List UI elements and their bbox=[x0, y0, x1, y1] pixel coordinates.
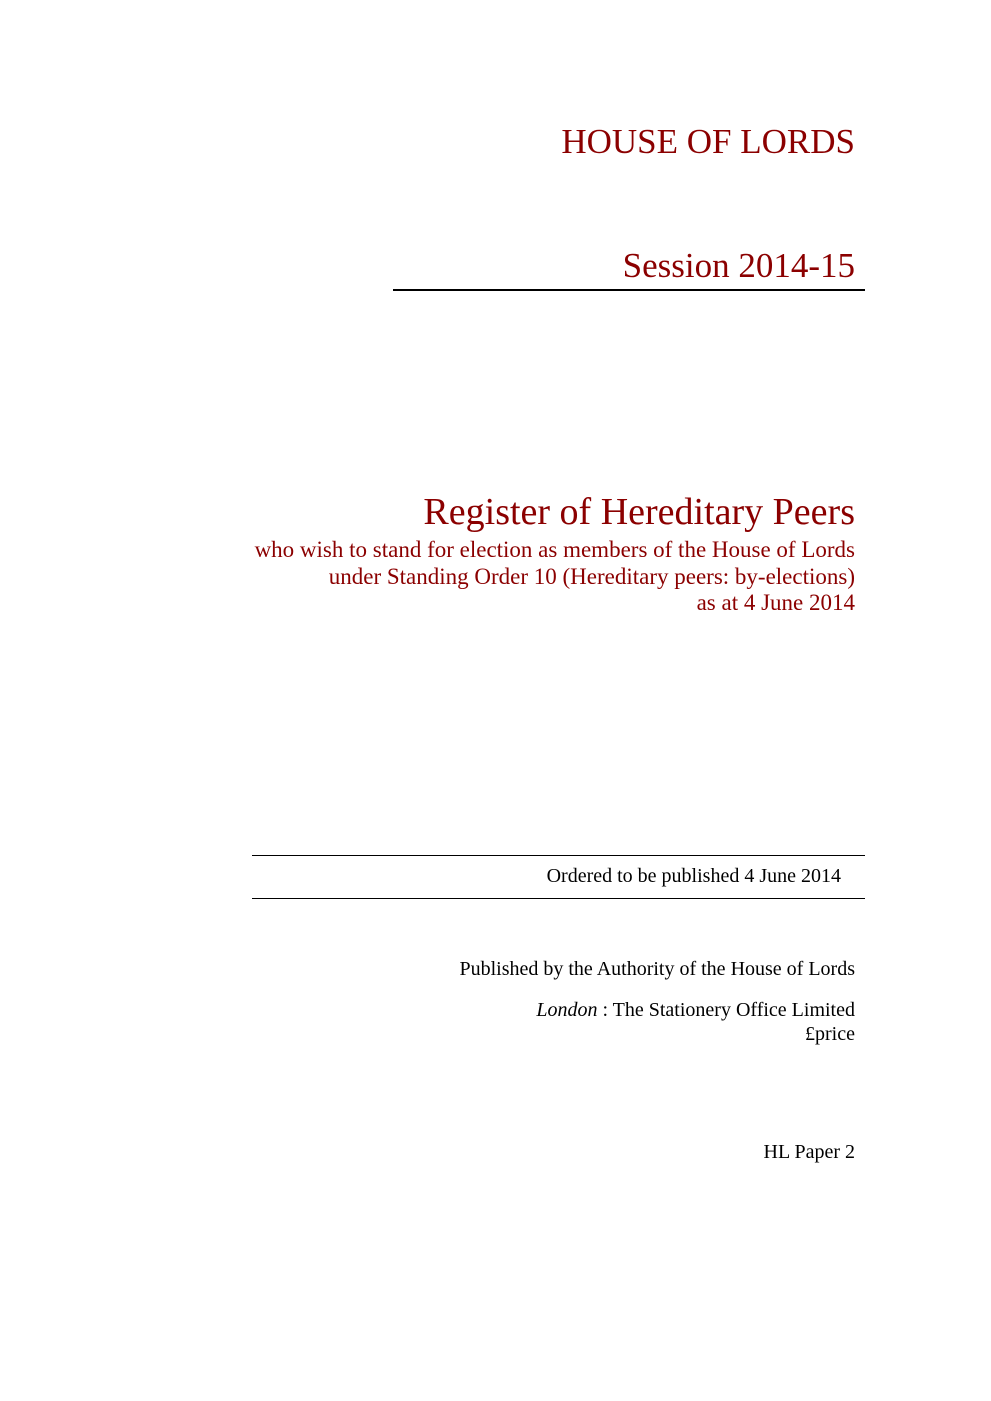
paper-number: HL Paper 2 bbox=[763, 1141, 855, 1163]
session-rule bbox=[393, 289, 865, 291]
publisher-office: The Stationery Office Limited bbox=[612, 999, 855, 1021]
publisher-line bbox=[536, 999, 855, 1022]
subtitle-line-3: as at 4 June 2014 bbox=[696, 590, 855, 615]
session-title: Session 2014-15 bbox=[622, 246, 855, 285]
register-title: Register of Hereditary Peers bbox=[423, 491, 855, 533]
published-by: Published by the Authority of the House of Lords bbox=[459, 958, 855, 980]
subtitle-line-2: under Standing Order 10 (Hereditary peers: by-elections) bbox=[328, 564, 855, 589]
ordered-rule-bottom bbox=[252, 898, 865, 899]
house-title: HOUSE OF LORDS bbox=[561, 122, 855, 161]
publisher-city: London bbox=[536, 999, 598, 1021]
price: £price bbox=[805, 1023, 855, 1045]
publisher-separator: : bbox=[597, 999, 613, 1021]
ordered-rule-top bbox=[252, 855, 865, 856]
ordered-text: Ordered to be published 4 June 2014 bbox=[546, 865, 841, 887]
subtitle-line-1: who wish to stand for election as members of the House of Lords bbox=[254, 537, 855, 562]
